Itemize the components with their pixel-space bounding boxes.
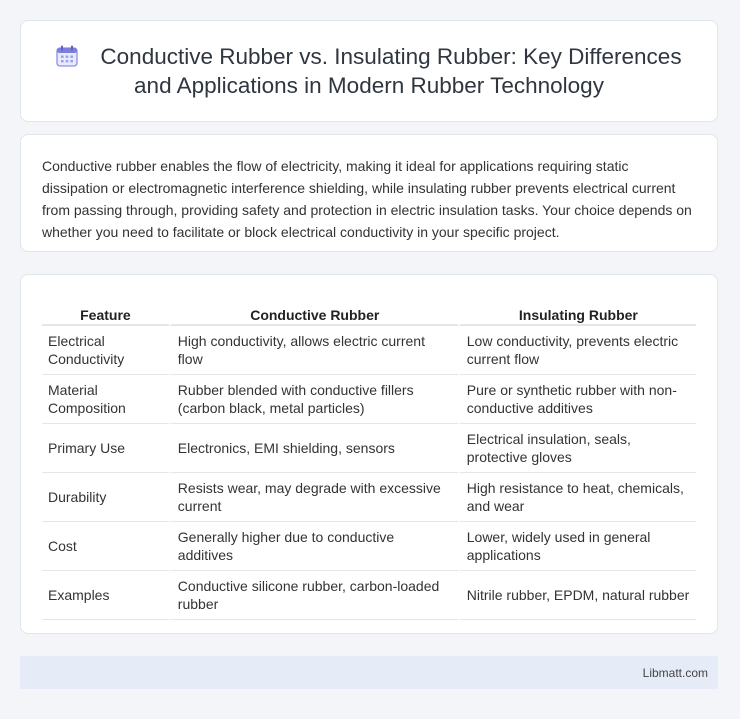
calendar-icon — [56, 45, 78, 67]
insulating-cell: High resistance to heat, chemicals, and wear — [458, 473, 696, 522]
column-header-insulating: Insulating Rubber — [458, 293, 696, 326]
insulating-cell: Nitrile rubber, EPDM, natural rubber — [458, 571, 696, 620]
conductive-cell: Rubber blended with conductive fillers (carbon black, metal particles) — [169, 375, 458, 424]
insulating-cell: Low conductivity, prevents electric current flow — [458, 326, 696, 375]
feature-cell: Electrical Conductivity — [42, 326, 169, 375]
feature-cell: Durability — [42, 473, 169, 522]
table-row — [42, 424, 696, 473]
table-row — [42, 326, 696, 375]
conductive-cell: Electronics, EMI shielding, sensors — [169, 424, 458, 473]
column-header-conductive: Conductive Rubber — [169, 293, 458, 326]
insulating-cell: Electrical insulation, seals, protective gloves — [458, 424, 696, 473]
footer-brand[interactable]: Libmatt.com — [642, 665, 708, 680]
conductive-cell: Resists wear, may degrade with excessive current — [169, 473, 458, 522]
conductive-cell: Generally higher due to conductive additives — [169, 522, 458, 571]
title-card — [20, 20, 718, 122]
comparison-table — [42, 293, 696, 620]
intro-card — [20, 134, 718, 252]
feature-cell: Material Composition — [42, 375, 169, 424]
table-row — [42, 571, 696, 620]
intro-paragraph: Conductive rubber enables the flow of electricity, making it ideal for applications requiring static dissipation or electromagnetic interference shielding, while insulating rubber prevents electrical current from passing through, providing safety and protection in electric insulation tasks. Your choice depends on whether you need to facilitate or block electrical conductivity in your specific project. — [42, 158, 692, 240]
conductive-cell: High conductivity, allows electric current flow — [169, 326, 458, 375]
table-row — [42, 522, 696, 571]
feature-cell: Cost — [42, 522, 169, 571]
insulating-cell: Pure or synthetic rubber with non-conductive additives — [458, 375, 696, 424]
column-header-feature: Feature — [42, 293, 169, 326]
table-header-row — [42, 293, 696, 326]
insulating-cell: Lower, widely used in general applications — [458, 522, 696, 571]
feature-cell: Primary Use — [42, 424, 169, 473]
table-row — [42, 473, 696, 522]
comparison-card — [20, 274, 718, 634]
page-title-text: Conductive Rubber vs. Insulating Rubber: Key Differences and Applications in Modern Rubber Technology — [100, 44, 682, 98]
page-title — [51, 42, 687, 100]
conductive-cell: Conductive silicone rubber, carbon-loaded rubber — [169, 571, 458, 620]
table-row — [42, 375, 696, 424]
feature-cell: Examples — [42, 571, 169, 620]
footer-bar — [20, 656, 718, 689]
